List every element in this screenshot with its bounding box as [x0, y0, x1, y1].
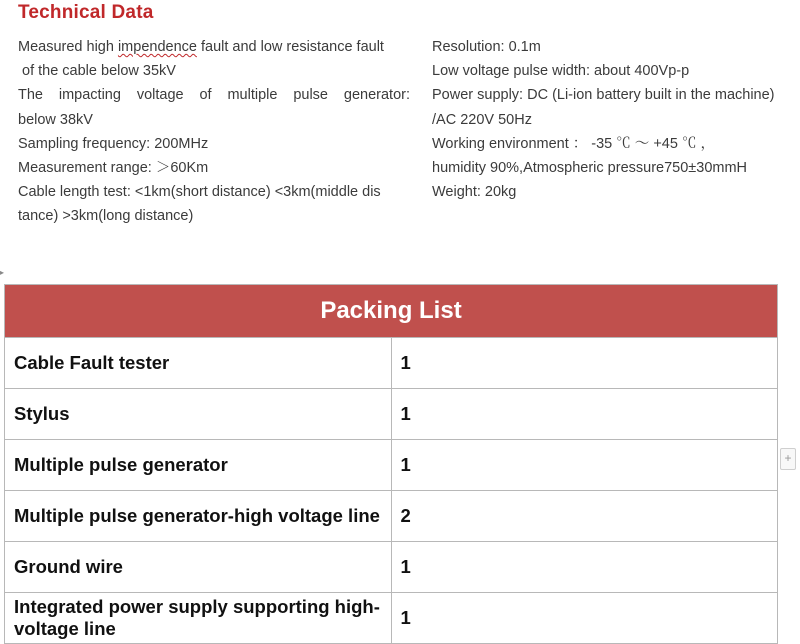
spellcheck-word[interactable]: impendence	[117, 39, 197, 55]
spec-line: Power supply: DC (Li-ion battery built in the machine)	[432, 87, 775, 104]
item-name-cell[interactable]: Multiple pulse generator-high voltage line	[5, 491, 392, 542]
quantity-cell[interactable]: 1	[391, 389, 778, 440]
spec-line: Working environment ： -35 ℃ ～ +45 ℃ ，	[432, 135, 715, 152]
quantity-cell[interactable]: 1	[391, 542, 778, 593]
specs-left-column	[18, 35, 410, 229]
table-header: Packing List	[5, 285, 778, 338]
spec-line: below 38kV	[18, 111, 93, 128]
item-name-cell[interactable]: Cable Fault tester	[5, 338, 392, 389]
spec-line: /AC 220V 50Hz	[432, 111, 532, 128]
spec-line: Weight: 20kg	[432, 184, 517, 201]
spec-line: Measured high impendence fault and low resistance fault	[18, 39, 384, 55]
item-name-cell[interactable]: Integrated power supply supporting high-voltage line	[5, 593, 392, 644]
table-row	[5, 542, 778, 593]
quantity-cell[interactable]: 1	[391, 593, 778, 644]
spec-line: Sampling frequency: 200MHz	[18, 135, 209, 152]
plus-icon[interactable]: +	[780, 448, 796, 470]
spec-line: of the cable below 35kV	[22, 63, 176, 80]
spec-line: humidity 90%,Atmospheric pressure750±30mmH	[432, 160, 748, 177]
specs-right-column	[432, 35, 800, 204]
spec-line: Resolution: 0.1m	[432, 39, 541, 55]
table-row	[5, 338, 778, 389]
spec-line: Cable length test: <1km(short distance) <3km(middle dis	[18, 184, 381, 201]
spec-line: tance) >3km(long distance)	[18, 208, 194, 225]
item-name-cell[interactable]: Stylus	[5, 389, 392, 440]
spec-line: Measurement range: ＞60Km	[18, 160, 209, 177]
table-row	[5, 440, 778, 491]
section-title: Technical Data	[18, 2, 154, 23]
table-anchor-icon[interactable]: ▸	[0, 268, 5, 277]
table-row	[5, 389, 778, 440]
spec-line: Low voltage pulse width: about 400Vp-p	[432, 63, 690, 80]
quantity-cell[interactable]: 1	[391, 440, 778, 491]
item-name-cell[interactable]: Ground wire	[5, 542, 392, 593]
quantity-cell[interactable]: 2	[391, 491, 778, 542]
packing-list-table	[4, 284, 778, 644]
spec-line: The impacting voltage of multiple pulse generator:	[18, 87, 410, 104]
table-row	[5, 593, 778, 644]
item-name-cell[interactable]: Multiple pulse generator	[5, 440, 392, 491]
table-row	[5, 491, 778, 542]
quantity-cell[interactable]: 1	[391, 338, 778, 389]
